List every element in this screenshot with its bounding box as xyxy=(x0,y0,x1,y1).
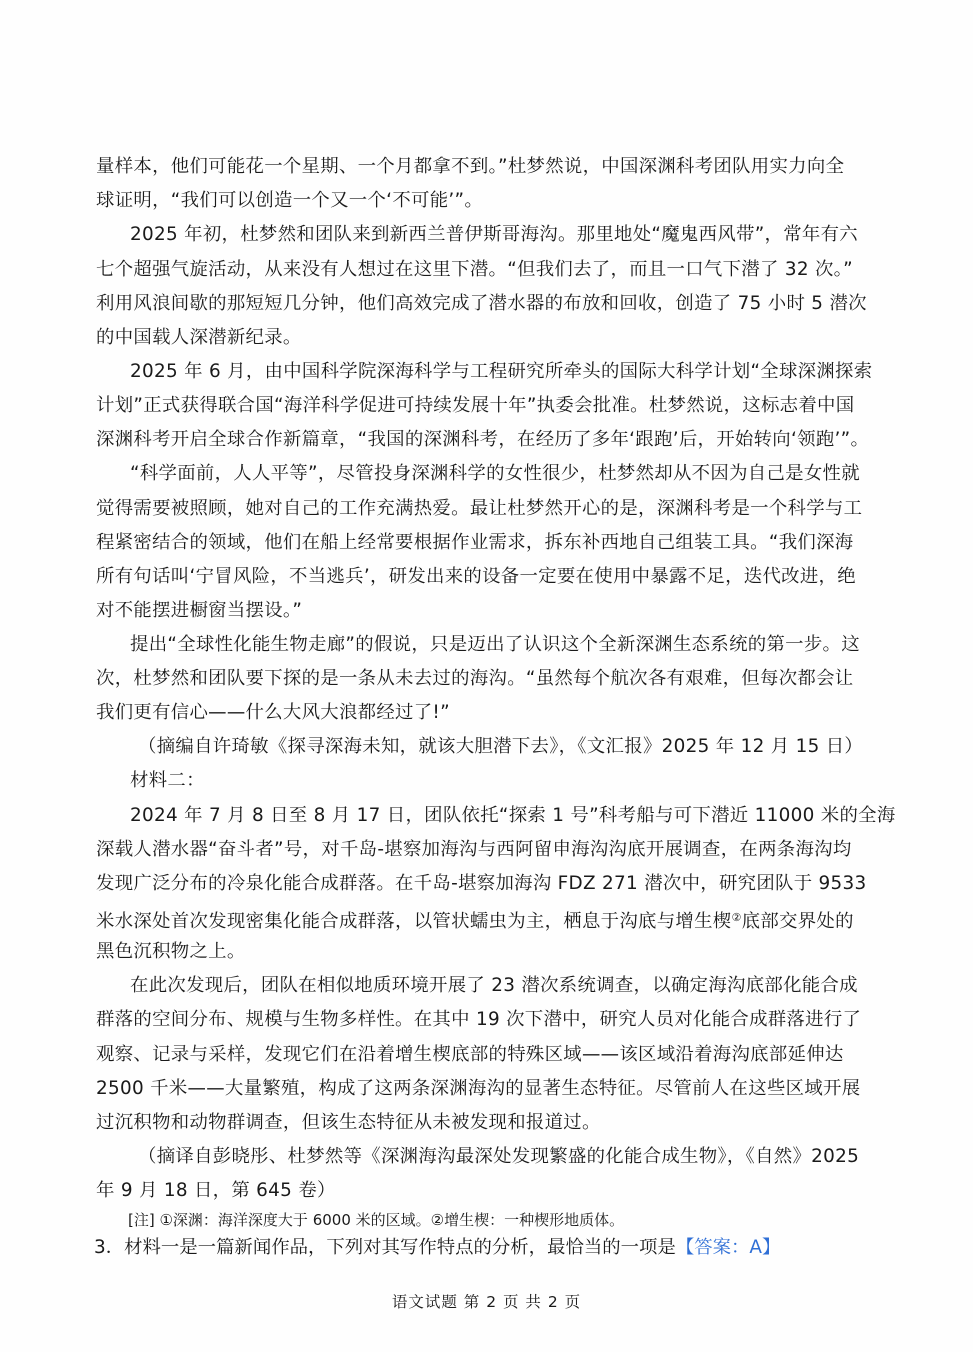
citation: （摘译自彭晓彤、杜梦然等《深渊海沟最深处发现繁盛的化能合成生物》，《自然》2025 xyxy=(138,1146,860,1167)
text-line: 提出“全球性化能生物走廊”的假说，只是迈出了认识这个全新深渊生态系统的第一步。这 xyxy=(130,634,860,655)
citation: （摘编自许琦敏《探寻深海未知，就该大胆潜下去》，《文汇报》2025 年 12 月 15 日） xyxy=(138,736,864,757)
text-line: 球证明，“我们可以创造一个又一个‘不可能’”。 xyxy=(96,190,484,211)
text-line: 观察、记录与采样，发现它们在沿着增生楔底部的特殊区域——该区域沿着海沟底部延伸达 xyxy=(96,1044,844,1065)
section-heading: 材料二： xyxy=(130,770,205,791)
text-line: 深渊科考开启全球合作新篇章，“我国的深渊科考，在经历了多年‘跟跑’后，开始转向‘领跑’”。 xyxy=(96,429,870,450)
text-line: 我们更有信心——什么大风大浪都经过了!” xyxy=(96,702,450,723)
text-line: 计划”正式获得联合国“海洋科学促进可持续发展十年”执委会批准。杜梦然说，这标志着中国 xyxy=(96,395,855,416)
citation: 年 9 月 18 日，第 645 卷） xyxy=(96,1180,336,1201)
text-line: 群落的空间分布、规模与生物多样性。在其中 19 次下潜中，研究人员对化能合成群落进行了 xyxy=(96,1009,862,1030)
text-line: 所有句话叫‘宁冒风险，不当逃兵’，研发出来的设备一定要在使用中暴露不足，迭代改进，绝 xyxy=(96,566,856,587)
text-line: 程紧密结合的领域，他们在船上经常要根据作业需求，拆东补西地自己组装工具。“我们深海 xyxy=(96,532,854,553)
text-line: 2024 年 7 月 8 日至 8 月 17 日，团队依托“探索 1 号”科考船与可下潜近 11000 米的全海 xyxy=(130,805,896,826)
text-line: 对不能摆进橱窗当摆设。” xyxy=(96,600,303,621)
text-fragment: 底部交界处的 xyxy=(741,911,854,932)
text-line: “科学面前，人人平等”，尽管投身深渊科学的女性很少，杜梦然却从不因为自己是女性就 xyxy=(130,463,860,484)
text-line: 发现广泛分布的冷泉化能合成群落。在千岛-堪察加海沟 FDZ 271 潜次中，研究团队于 9533 xyxy=(96,873,867,894)
text-line: 2025 年 6 月，由中国科学院深海科学与工程研究所牵头的国际大科学计划“全球深渊探索 xyxy=(130,361,873,382)
text-line: 2500 千米——大量繁殖，构成了这两条深渊海沟的显著生态特征。尽管前人在这些区域开展 xyxy=(96,1078,861,1099)
text-line: 在此次发现后，团队在相似地质环境开展了 23 潜次系统调查，以确定海沟底部化能合成 xyxy=(130,975,858,996)
text-line: 量样本，他们可能花一个星期、一个月都拿不到。”杜梦然说，中国深渊科考团队用实力向全 xyxy=(96,156,845,177)
footnote-mark: ② xyxy=(731,911,742,924)
text-line: 七个超强气旋活动，从来没有人想过在这里下潜。“但我们去了，而且一口气下潜了 32 次。” xyxy=(96,259,853,280)
text-line: 深载人潜水器“奋斗者”号，对千岛-堪察加海沟与西阿留申海沟沟底开展调查，在两条海沟均 xyxy=(96,839,852,860)
text-line: 2025 年初，杜梦然和团队来到新西兰普伊斯哥海沟。那里地处“魔鬼西风带”，常年有六 xyxy=(130,224,858,245)
footnote: [注] ①深渊：海洋深度大于 6000 米的区域。②增生楔：一种楔形地质体。 xyxy=(128,1211,625,1229)
question-text: 3．材料一是一篇新闻作品，下列对其写作特点的分析，最恰当的一项是 xyxy=(94,1237,676,1258)
text-line: 的中国载人深潜新纪录。 xyxy=(96,327,302,348)
text-line: 黑色沉积物之上。 xyxy=(96,941,246,962)
text-line: 过沉积物和动物群调查，但该生态特征从未被发现和报道过。 xyxy=(96,1112,601,1133)
text-line: 觉得需要被照顾，她对自己的工作充满热爱。最让杜梦然开心的是，深渊科考是一个科学与工 xyxy=(96,498,863,519)
question-3 xyxy=(94,1236,780,1260)
text-line: 次，杜梦然和团队要下探的是一条从未去过的海沟。“虽然每个航次各有艰难，但每次都会让 xyxy=(96,668,854,689)
page-footer: 语文试题 第 2 页 共 2 页 xyxy=(391,1293,582,1311)
answer-label: 【答案：A】 xyxy=(675,1237,781,1258)
text-line xyxy=(96,906,880,934)
text-line: 利用风浪间歇的那短短几分钟，他们高效完成了潜水器的布放和回收，创造了 75 小时 5 潜次 xyxy=(96,293,867,314)
text-fragment: 米水深处首次发现密集化能合成群落，以管状蠕虫为主，栖息于沟底与增生楔 xyxy=(96,911,732,932)
